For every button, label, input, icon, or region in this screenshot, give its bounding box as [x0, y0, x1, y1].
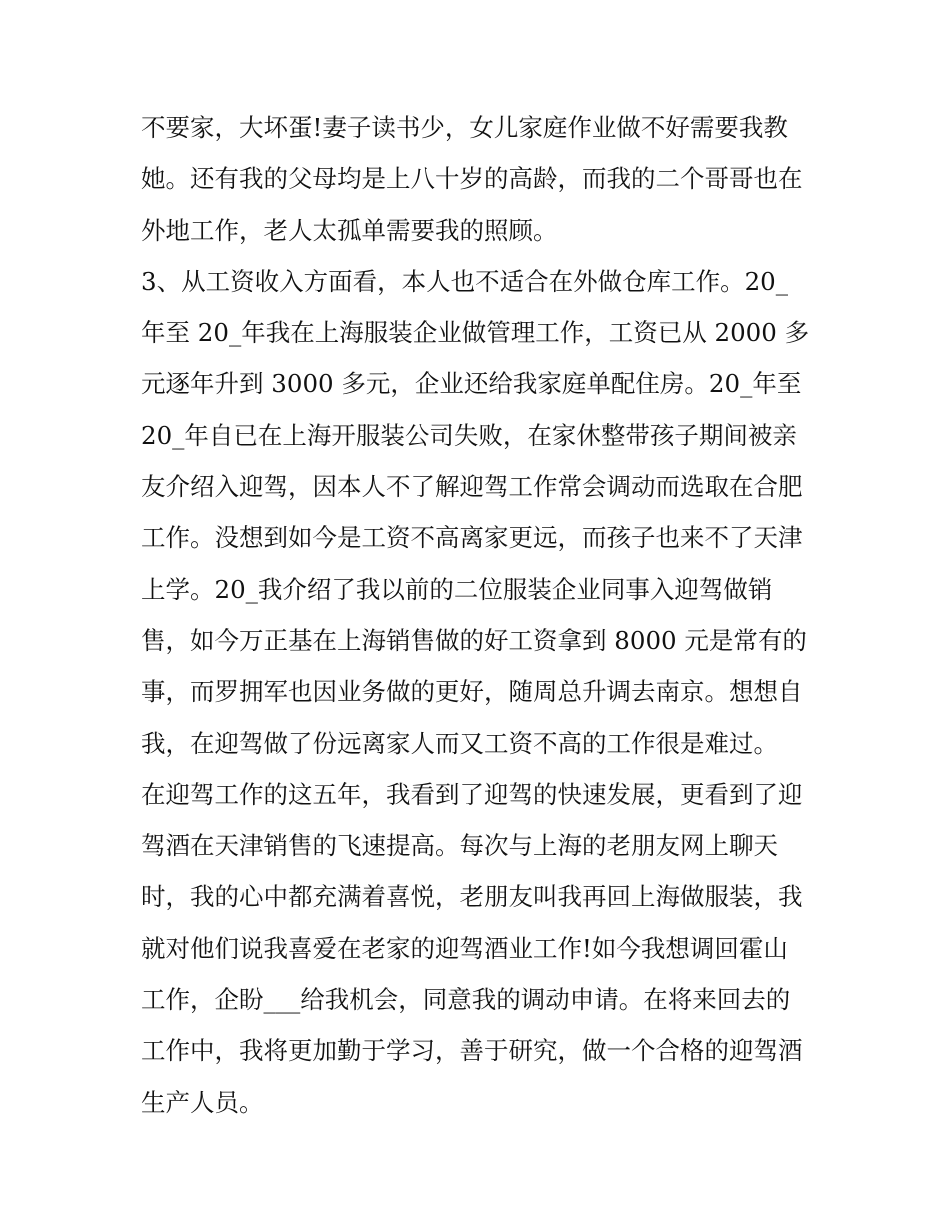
text-line: 工作。没想到如今是工资不高离家更远，而孩子也来不了天津 — [141, 523, 803, 553]
text-line: 驾酒在天津销售的飞速提高。每次与上海的老朋友网上聊天 — [141, 831, 778, 861]
text-line: 年至 20_年我在上海服装企业做管理工作，工资已从 2000 多 — [141, 318, 810, 348]
text-line: 就对他们说我喜爱在老家的迎驾酒业工作!如今我想调回霍山 — [141, 933, 788, 963]
body-text — [141, 102, 821, 1128]
text-line: 时，我的心中都充满着喜悦，老朋友叫我再回上海做服装，我 — [141, 882, 803, 912]
text-line: 外地工作，老人太孤单需要我的照顾。 — [141, 215, 558, 245]
text-line: 元逐年升到 3000 多元，企业还给我家庭单配住房。20_年至 — [141, 369, 802, 399]
text-line: 事，而罗拥军也因业务做的更好，随周总升调去南京。想想自 — [141, 677, 803, 707]
text-line: 我，在迎驾做了份远离家人而又工资不高的工作很是难过。 — [141, 728, 778, 758]
text-line: 生产人员。 — [141, 1087, 264, 1117]
text-line: 上学。20_我介绍了我以前的二位服装企业同事入迎驾做销 — [141, 574, 773, 604]
text-line: 友介绍入迎驾，因本人不了解迎驾工作常会调动而选取在合肥 — [141, 472, 803, 502]
text-line: 在迎驾工作的这五年，我看到了迎驾的快速发展，更看到了迎 — [141, 779, 803, 809]
text-line: 售，如今万正基在上海销售做的好工资拿到 8000 元是常有的 — [141, 625, 807, 655]
text-line: 20_年自已在上海开服装公司失败，在家休整带孩子期间被亲 — [141, 420, 797, 450]
text-line: 3、从工资收入方面看，本人也不适合在外做仓库工作。20_ — [141, 266, 789, 296]
text-line: 她。还有我的父母均是上八十岁的高龄，而我的二个哥哥也在 — [141, 164, 803, 194]
text-line: 工作中，我将更加勤于学习，善于研究，做一个合格的迎驾酒 — [141, 1036, 803, 1066]
text-line: 不要家，大坏蛋!妻子读书少，女儿家庭作业做不好需要我教 — [141, 113, 788, 142]
text-line: 工作，企盼___给我机会，同意我的调动申请。在将来回去的 — [141, 985, 791, 1015]
